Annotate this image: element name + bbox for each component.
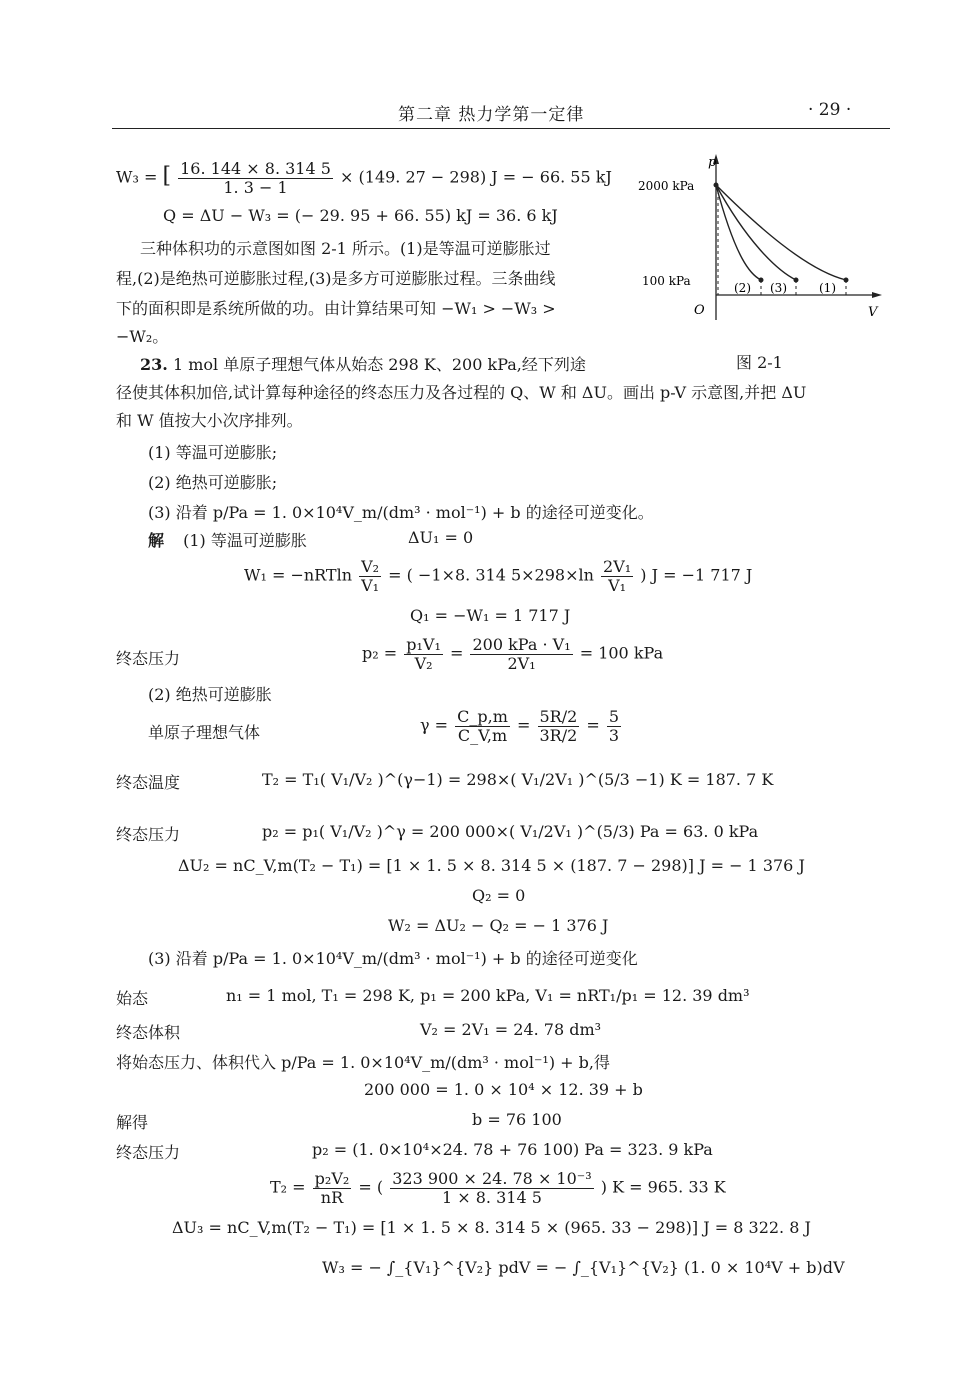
gamma-formula: γ = $\frac{C\_p,m}{C\_V,m}$ = $\frac{5R/2}{3R/2}$ = $\frac{5}{3}$ — [420, 707, 620, 745]
w1-part-c: ) J = −1 717 J — [640, 565, 753, 585]
curve-label-3: (3) — [770, 281, 787, 295]
p2-part-b: = — [449, 643, 464, 663]
final-pressure-label-3: 终态压力 — [116, 1143, 181, 1162]
w1-frac-2 — [601, 558, 633, 594]
problem-23-line-1 — [140, 352, 586, 375]
w1-part-a: W₁ = −nRTln — [244, 565, 353, 585]
p2-part-c: = 100 kPa — [579, 643, 664, 663]
t2-formula: T₂ = T₁( V₁/V₂ )^(γ−1) = 298×( V₁/2V₁ )^(5/3 −1) K = 187. 7 K — [262, 770, 774, 789]
w1-frac-1-den: V₁ — [361, 575, 380, 595]
initial-state-line: n₁ = 1 mol, T₁ = 298 K, p₁ = 200 kPa, V₁ = nRT₁/p₁ = 12. 39 dm³ — [226, 986, 750, 1005]
problem-item-2: (2) 绝热可逆膨胀; — [148, 473, 278, 492]
p2-frac-2-num: 200 kPa · V₁ — [472, 635, 571, 654]
solution-3-title: (3) 沿着 p/Pa = 1. 0×10⁴V_m/(dm³ · mol⁻¹) + b 的途径可逆变化 — [148, 949, 638, 968]
figure-caption: 图 2-1 — [736, 353, 783, 372]
du3-line: ΔU₃ = nC_V,m(T₂ − T₁) = [1 × 1. 5 × 8. 314 5 × (965. 33 − 298)] J = 8 322. 8 J — [172, 1218, 811, 1237]
pressure-low-label: 100 kPa — [642, 274, 691, 288]
t2c-frac-2-num: 323 900 × 24. 78 × 10⁻³ — [392, 1169, 592, 1188]
substitution-line: 将始态压力、体积代入 p/Pa = 1. 0×10⁴V_m/(dm³ · mol⁻¹) + b,得 — [116, 1053, 610, 1072]
curve-1 — [716, 185, 846, 280]
gamma-frac-3-den: 3 — [608, 725, 620, 745]
gamma-frac-2-den: 3R/2 — [539, 725, 578, 745]
origin-label: O — [694, 303, 705, 318]
final-temperature-label: 终态温度 — [116, 773, 181, 792]
solve-label: 解得 — [116, 1113, 149, 1132]
w3-prefix: W₃ = — [116, 167, 163, 187]
w1-frac-1-num: V₂ — [361, 557, 380, 576]
curve-3 — [716, 185, 796, 280]
p2-formula-2: p₂ = p₁( V₁/V₂ )^γ = 200 000×( V₁/2V₁ )^(5/3) Pa = 63. 0 kPa — [262, 822, 759, 841]
w3-integral: W₃ = − ∫_{V₁}^{V₂} pdV = − ∫_{V₁}^{V₂} (1. 0 × 10⁴V + b)dV — [322, 1258, 845, 1277]
para-line-2: 程,(2)是绝热可逆膨胀过程,(3)是多方可逆膨胀过程。三条曲线 — [116, 269, 556, 288]
gamma-frac-1 — [455, 708, 510, 744]
p2-formula-3: p₂ = (1. 0×10⁴×24. 78 + 76 100) Pa = 323. 9 kPa — [312, 1140, 713, 1159]
b-equation: 200 000 = 1. 0 × 10⁴ × 12. 39 + b — [364, 1080, 643, 1099]
gamma-frac-2 — [538, 708, 580, 744]
problem-item-1: (1) 等温可逆膨胀; — [148, 443, 278, 462]
w3-rest: × (149. 27 − 298) J = − 66. 55 kJ — [340, 167, 612, 187]
w1-formula — [244, 558, 752, 594]
v2-line: V₂ = 2V₁ = 24. 78 dm³ — [420, 1020, 602, 1039]
v-axis-arrow — [872, 292, 882, 298]
curve-label-1: (1) — [819, 281, 836, 295]
p2-frac-2 — [470, 636, 572, 672]
problem-23-text-1: 1 mol 单原子理想气体从始态 298 K、200 kPa,经下列途 — [172, 355, 586, 374]
p2-formula-1 — [362, 636, 663, 672]
v-axis-label: V — [868, 305, 878, 320]
curve-label-2: (2) — [734, 281, 751, 295]
gamma-frac-1-den: C_V,m — [457, 725, 508, 745]
p2-frac-1-den: V₂ — [414, 653, 433, 673]
pressure-high-label: 2000 kPa — [638, 179, 695, 193]
problem-number: 23. — [140, 355, 168, 374]
para-line-1: 三种体积功的示意图如图 2-1 所示。(1)是等温可逆膨胀过 — [140, 239, 551, 258]
w3-numerator: 16. 144 × 8. 314 5 — [180, 159, 331, 178]
q2-line: Q₂ = 0 — [472, 886, 526, 905]
t2c-part-c: ) K = 965. 33 K — [600, 1177, 726, 1197]
w1-part-b: = ( −1×8. 314 5×298×ln — [388, 565, 594, 585]
problem-item-3: (3) 沿着 p/Pa = 1. 0×10⁴V_m/(dm³ · mol⁻¹) + b 的途径可逆变化。 — [148, 503, 654, 522]
t2c-frac-1 — [313, 1170, 352, 1206]
b-value: b = 76 100 — [472, 1110, 562, 1129]
p2-frac-1 — [404, 636, 443, 672]
q-line: Q = ΔU − W₃ = (− 29. 95 + 66. 55) kJ = 36. 6 kJ — [163, 206, 558, 225]
page-number: · 29 · — [808, 100, 852, 120]
initial-state-label: 始态 — [116, 989, 149, 1008]
monatomic-label: 单原子理想气体 — [148, 723, 261, 742]
solution-1-title: (1) 等温可逆膨胀 — [183, 531, 307, 550]
t2c-frac-2 — [390, 1170, 593, 1206]
du1-line: ΔU₁ = 0 — [408, 528, 474, 547]
w1-frac-1 — [359, 558, 381, 594]
curve-2 — [716, 185, 761, 280]
gamma-frac-3 — [607, 708, 621, 744]
p2-frac-2-den: 2V₁ — [507, 653, 536, 673]
figure-pv-diagram — [636, 150, 886, 328]
solution-header — [148, 528, 307, 551]
gamma-frac-1-num: C_p,m — [457, 707, 508, 726]
w1-frac-2-den: V₁ — [608, 575, 627, 595]
p2-frac-1-num: p₁V₁ — [406, 635, 441, 654]
p-axis-label: p — [708, 155, 717, 170]
t2c-frac-1-den: nR — [320, 1187, 344, 1207]
p2-part-a: p₂ = — [362, 643, 398, 663]
t2c-frac-2-den: 1 × 8. 314 5 — [441, 1187, 542, 1207]
t2c-frac-1-num: p₂V₂ — [314, 1169, 350, 1188]
gamma-frac-3-num: 5 — [608, 707, 620, 726]
para-line-3: 下的面积即是系统所做的功。由计算结果可知 −W₁ > −W₃ > — [116, 299, 556, 318]
w1-frac-2-num: 2V₁ — [603, 557, 632, 576]
solution-label: 解 — [148, 531, 165, 550]
t2-formula-3 — [270, 1170, 726, 1206]
final-pressure-label-2: 终态压力 — [116, 825, 181, 844]
problem-23-line-2: 径使其体积加倍,试计算每种途径的终态压力及各过程的 Q、W 和 ΔU。画出 p-V 示意图,并把 ΔU — [116, 383, 807, 402]
final-volume-label: 终态体积 — [116, 1023, 181, 1042]
gamma-frac-2-num: 5R/2 — [539, 707, 578, 726]
q1-line: Q₁ = −W₁ = 1 717 J — [410, 606, 571, 625]
t2c-part-b: = ( — [358, 1177, 384, 1197]
problem-23-line-3: 和 W 值按大小次序排列。 — [116, 411, 303, 430]
solution-2-title: (2) 绝热可逆膨胀 — [148, 685, 272, 704]
w3-formula: W₃ = [ $\frac{16. 144 \times 8. 314 5}{1. 3 - 1}$ × (149. 27 − 298) J = − 66. 55 kJ — [116, 159, 612, 197]
para-line-4: −W₂。 — [116, 327, 169, 346]
w2-line: W₂ = ΔU₂ − Q₂ = − 1 376 J — [388, 916, 609, 935]
header-rule — [112, 128, 890, 129]
w3-fraction — [178, 160, 333, 196]
final-pressure-label-1: 终态压力 — [116, 649, 181, 668]
chapter-title: 第二章 热力学第一定律 — [398, 105, 585, 125]
w3-denominator: 1. 3 − 1 — [223, 177, 288, 197]
gamma-part-a: γ = — [420, 715, 449, 735]
du2-line: ΔU₂ = nC_V,m(T₂ − T₁) = [1 × 1. 5 × 8. 314 5 × (187. 7 − 298)] J = − 1 376 J — [178, 856, 805, 875]
t2c-part-a: T₂ = — [270, 1177, 306, 1197]
